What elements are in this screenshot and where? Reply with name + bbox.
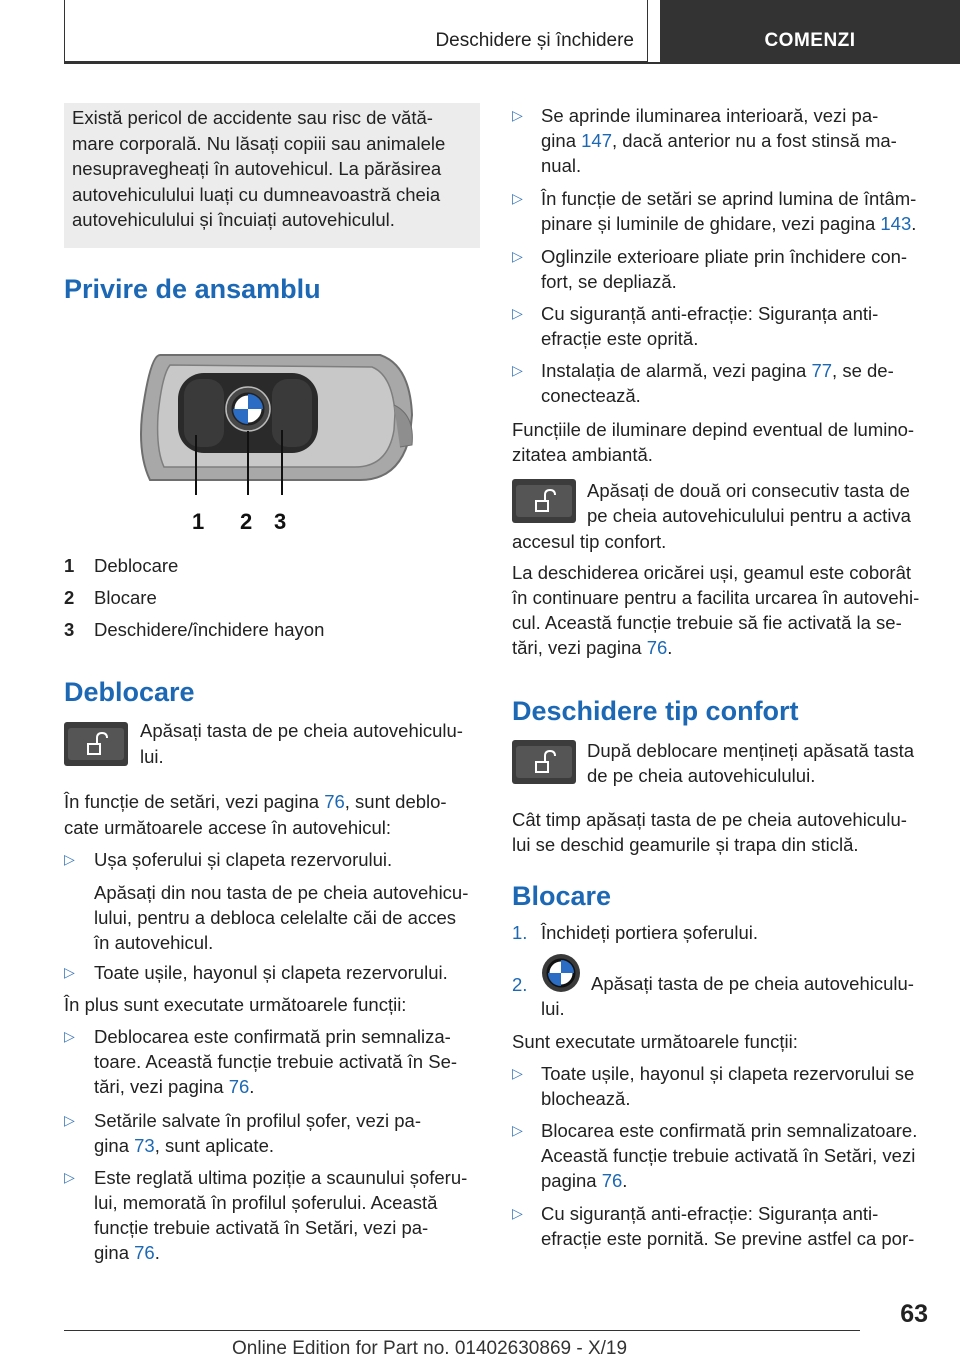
comfort-heading: Deschidere tip confort xyxy=(512,696,799,726)
right-bullet: conectează. xyxy=(541,385,641,406)
page-ref[interactable]: 147 xyxy=(581,130,612,151)
legend-label: Blocare xyxy=(94,587,157,608)
unlock-bullet-cont: lului, pentru a debloca celelalte căi de acces xyxy=(94,907,457,928)
right-bullet: Oglinzile exterioare pliate prin închidere con- xyxy=(541,246,908,267)
lock-bullet: blochează. xyxy=(541,1088,631,1109)
lock-bullet: efracție este pornită. Se previne astfel ca por- xyxy=(541,1228,915,1249)
unlock-bullet: toare. Această funcție trebuie activată în Se- xyxy=(94,1051,458,1072)
unlock-bullet: lui, memorată în profilul șoferului. Această xyxy=(94,1192,438,1213)
footer-divider xyxy=(64,1330,860,1331)
right-para: zitatea ambiantă. xyxy=(512,444,653,465)
right-bullet: efracție este oprită. xyxy=(541,328,699,349)
legend-label: Deblocare xyxy=(94,555,179,576)
right-bullet: Cu siguranță anti-efracție: Siguranța anti- xyxy=(541,303,879,324)
unlock-bullet: funcție trebuie activată în Setări, vezi pa- xyxy=(94,1217,429,1238)
chapter-title: COMENZI xyxy=(764,30,856,51)
bullet-triangle-icon: ▷ xyxy=(512,1205,523,1221)
right-bullet: În funcție de setări se aprind lumina de întâm- xyxy=(541,188,917,209)
bullet-triangle-icon: ▷ xyxy=(64,1112,75,1128)
car-key-illustration xyxy=(130,335,420,535)
bullet-triangle-icon: ▷ xyxy=(64,1169,75,1185)
lock-bullet: Această funcție trebuie activată în Setări, vezi xyxy=(541,1145,916,1166)
callout-2: 2 xyxy=(240,509,253,534)
warning-box xyxy=(64,103,480,248)
legend-label: Deschidere/închidere hayon xyxy=(94,619,325,640)
unlock-button-icon xyxy=(512,740,576,784)
right-bullet: nual. xyxy=(541,155,582,176)
right-para: tări, vezi pagina 76. xyxy=(512,637,673,658)
right-bullet: Se aprinde iluminarea interioară, vezi pa- xyxy=(541,105,879,126)
lock-bullet: Blocarea este confirmată prin semnalizatoare. xyxy=(541,1120,918,1141)
page-ref[interactable]: 76 xyxy=(228,1076,250,1097)
legend-num: 2 xyxy=(64,587,75,608)
warning-line: autovehiculului și încuiați autovehiculul. xyxy=(72,209,395,230)
bullet-triangle-icon: ▷ xyxy=(64,1028,75,1044)
unlock-bullet: Deblocarea este confirmată prin semnaliza- xyxy=(94,1026,451,1047)
unlock-bullet: Toate ușile, hayonul și clapeta rezervorului. xyxy=(94,962,448,983)
right-bullet: fort, se depliază. xyxy=(541,271,677,292)
bullet-triangle-icon: ▷ xyxy=(512,107,523,123)
bmw-logo-button-icon xyxy=(541,953,581,993)
unlock-bullet: Este reglată ultima poziție a scaunului șoferu- xyxy=(94,1167,468,1188)
unlock-bullet: gina 73, sunt aplicate. xyxy=(94,1135,274,1156)
bullet-triangle-icon: ▷ xyxy=(512,305,523,321)
lock-bullet: Cu siguranță anti-efracție: Siguranța anti- xyxy=(541,1203,879,1224)
bullet-triangle-icon: ▷ xyxy=(512,362,523,378)
warning-line: mare corporală. Nu lăsați copiii sau animalele xyxy=(72,132,446,154)
page-ref[interactable]: 76 xyxy=(646,637,668,658)
bullet-triangle-icon: ▷ xyxy=(512,248,523,264)
right-para: Funcțiile de iluminare depind eventual de lumino- xyxy=(512,419,915,440)
comfort-para: După deblocare mențineți apăsată tasta xyxy=(587,740,915,761)
right-bullet: gina 147, dacă anterior nu a fost stinsă ma- xyxy=(541,130,897,151)
unlock-bullet-cont: Apăsați din nou tasta de pe cheia autovehicu- xyxy=(94,882,469,903)
page-ref[interactable]: 76 xyxy=(134,1242,155,1263)
lock-heading: Blocare xyxy=(512,881,612,911)
bullet-triangle-icon: ▷ xyxy=(64,851,75,867)
step-number: 2. xyxy=(512,974,528,995)
bullet-triangle-icon: ▷ xyxy=(512,190,523,206)
unlock-button-icon xyxy=(64,722,128,766)
bullet-triangle-icon: ▷ xyxy=(512,1122,523,1138)
unlock-bullet: tări, vezi pagina 76. xyxy=(94,1076,255,1097)
legend-num: 1 xyxy=(64,555,75,576)
unlock-button-icon xyxy=(512,479,576,523)
unlock-para: cate următoarele accese în autovehicul: xyxy=(64,817,392,838)
comfort-para: Cât timp apăsați tasta de pe cheia autovehiculu- xyxy=(512,809,907,830)
lock-para: Sunt executate următoarele funcții: xyxy=(512,1031,798,1052)
right-para: în continuare pentru a facilita urcarea în autovehi- xyxy=(512,587,920,608)
header-divider xyxy=(64,62,960,64)
comfort-para: de pe cheia autovehiculului. xyxy=(587,765,816,786)
edition-note: Online Edition for Part no. 01402630869 - X/19 xyxy=(232,1338,628,1359)
legend-num: 3 xyxy=(64,619,75,640)
page-ref[interactable]: 76 xyxy=(601,1170,623,1191)
warning-line: autovehiculului luați cu dumneavoastră cheia xyxy=(72,183,441,205)
page-ref[interactable]: 77 xyxy=(811,360,833,381)
page-number: 63 xyxy=(900,1300,928,1328)
section-title: Deschidere și închidere xyxy=(435,30,634,51)
right-bullet: pinare și luminile de ghidare, vezi pagina 143. xyxy=(541,213,917,234)
bullet-triangle-icon: ▷ xyxy=(64,964,75,980)
unlock-heading: Deblocare xyxy=(64,677,195,707)
right-bullet: Instalația de alarmă, vezi pagina 77, se de- xyxy=(541,360,894,381)
lock-bullet: pagina 76. xyxy=(541,1170,628,1191)
right-para: cul. Această funcție trebuie să fie activată la se- xyxy=(512,612,902,633)
page-ref[interactable]: 73 xyxy=(134,1135,155,1156)
page-ref[interactable]: 76 xyxy=(324,791,345,812)
unlock-bullet: Setările salvate în profilul șofer, vezi pa- xyxy=(94,1110,421,1131)
right-para: pe cheia autovehiculului pentru a activa xyxy=(587,505,911,526)
warning-line: Există pericol de accidente sau risc de vătă- xyxy=(72,107,433,128)
callout-1: 1 xyxy=(192,509,205,534)
overview-heading: Privire de ansamblu xyxy=(64,274,321,304)
bullet-triangle-icon: ▷ xyxy=(512,1065,523,1081)
callout-3: 3 xyxy=(274,509,287,534)
lock-step: lui. xyxy=(541,998,565,1019)
unlock-bullet-cont: în autovehicul. xyxy=(94,932,214,953)
right-para: accesul tip confort. xyxy=(512,531,667,552)
step-number: 1. xyxy=(512,922,528,943)
comfort-para: lui se deschid geamurile și trapa din sticlă. xyxy=(512,834,859,855)
unlock-para: În plus sunt executate următoarele funcții: xyxy=(64,994,407,1015)
page-ref[interactable]: 143 xyxy=(880,213,912,234)
right-para: La deschiderea oricărei uși, geamul este coborât xyxy=(512,562,912,583)
right-para: Apăsați de două ori consecutiv tasta de xyxy=(587,480,910,501)
lock-step: Închideți portiera șoferului. xyxy=(541,922,758,943)
lock-step: Apăsați tasta de pe cheia autovehiculu- xyxy=(591,973,914,994)
warning-line: nesupravegheați în autovehicul. La părăsirea xyxy=(72,158,442,179)
lock-bullet: Toate ușile, hayonul și clapeta rezervorului se xyxy=(541,1063,915,1084)
unlock-intro-line: Apăsați tasta de pe cheia autovehiculu- xyxy=(140,720,463,741)
unlock-bullet: gina 76. xyxy=(94,1242,160,1263)
unlock-para: În funcție de setări, vezi pagina 76, sunt deblo- xyxy=(64,791,447,812)
unlock-bullet: Ușa șoferului și clapeta rezervorului. xyxy=(94,849,393,870)
unlock-intro-line: lui. xyxy=(140,746,164,767)
